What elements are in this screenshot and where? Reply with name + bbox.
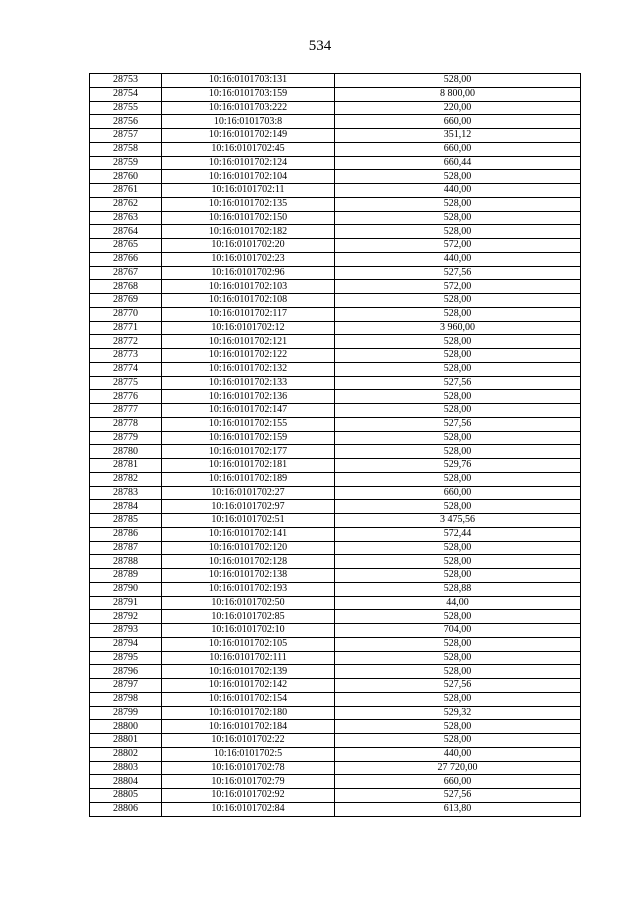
cadastral-number-cell: 10:16:0101702:193	[162, 582, 335, 596]
cadastral-number-cell: 10:16:0101702:51	[162, 514, 335, 528]
table-row	[90, 747, 581, 761]
value-cell: 529,32	[335, 706, 581, 720]
table-row	[90, 197, 581, 211]
cadastral-number-cell: 10:16:0101702:12	[162, 321, 335, 335]
table-row	[90, 459, 581, 473]
table-row	[90, 555, 581, 569]
table-row	[90, 307, 581, 321]
value-cell: 440,00	[335, 184, 581, 198]
cadastral-number-cell: 10:16:0101702:135	[162, 197, 335, 211]
value-cell: 527,56	[335, 679, 581, 693]
value-cell: 528,00	[335, 500, 581, 514]
table-row	[90, 445, 581, 459]
cadastral-number-cell: 10:16:0101702:27	[162, 486, 335, 500]
row-number-cell: 28785	[90, 514, 162, 528]
table-row	[90, 115, 581, 129]
cadastral-number-cell: 10:16:0101703:131	[162, 74, 335, 88]
table-row	[90, 569, 581, 583]
value-cell: 44,00	[335, 596, 581, 610]
table-row	[90, 362, 581, 376]
table-row	[90, 472, 581, 486]
value-cell: 3 475,56	[335, 514, 581, 528]
row-number-cell: 28762	[90, 197, 162, 211]
value-cell: 440,00	[335, 252, 581, 266]
value-cell: 351,12	[335, 129, 581, 143]
cadastral-number-cell: 10:16:0101702:184	[162, 720, 335, 734]
value-cell: 660,00	[335, 486, 581, 500]
table-row	[90, 734, 581, 748]
value-cell: 660,00	[335, 115, 581, 129]
table-row	[90, 761, 581, 775]
row-number-cell: 28776	[90, 390, 162, 404]
value-cell: 220,00	[335, 101, 581, 115]
table-row	[90, 266, 581, 280]
cadastral-number-cell: 10:16:0101702:141	[162, 527, 335, 541]
cadastral-number-cell: 10:16:0101702:142	[162, 679, 335, 693]
cadastral-number-cell: 10:16:0101702:122	[162, 349, 335, 363]
value-cell: 572,00	[335, 280, 581, 294]
value-cell: 528,00	[335, 637, 581, 651]
cadastral-number-cell: 10:16:0101702:108	[162, 294, 335, 308]
cadastral-number-cell: 10:16:0101702:154	[162, 692, 335, 706]
row-number-cell: 28791	[90, 596, 162, 610]
row-number-cell: 28760	[90, 170, 162, 184]
cadastral-number-cell: 10:16:0101702:104	[162, 170, 335, 184]
value-cell: 3 960,00	[335, 321, 581, 335]
value-cell: 613,80	[335, 802, 581, 816]
cadastral-number-cell: 10:16:0101702:133	[162, 376, 335, 390]
row-number-cell: 28780	[90, 445, 162, 459]
table-row	[90, 170, 581, 184]
row-number-cell: 28763	[90, 211, 162, 225]
value-cell: 528,00	[335, 720, 581, 734]
value-cell: 527,56	[335, 266, 581, 280]
row-number-cell: 28795	[90, 651, 162, 665]
value-cell: 27 720,00	[335, 761, 581, 775]
row-number-cell: 28756	[90, 115, 162, 129]
row-number-cell: 28767	[90, 266, 162, 280]
table-row	[90, 789, 581, 803]
table-row	[90, 101, 581, 115]
value-cell: 527,56	[335, 417, 581, 431]
cadastral-number-cell: 10:16:0101702:79	[162, 775, 335, 789]
table-row	[90, 252, 581, 266]
value-cell: 528,00	[335, 362, 581, 376]
cadastral-number-cell: 10:16:0101702:5	[162, 747, 335, 761]
row-number-cell: 28766	[90, 252, 162, 266]
cadastral-number-cell: 10:16:0101703:222	[162, 101, 335, 115]
row-number-cell: 28799	[90, 706, 162, 720]
value-cell: 572,00	[335, 239, 581, 253]
cadastral-number-cell: 10:16:0101702:78	[162, 761, 335, 775]
value-cell: 528,00	[335, 541, 581, 555]
value-cell: 528,00	[335, 390, 581, 404]
table-row	[90, 692, 581, 706]
row-number-cell: 28772	[90, 335, 162, 349]
row-number-cell: 28790	[90, 582, 162, 596]
cadastral-number-cell: 10:16:0101702:159	[162, 431, 335, 445]
table-row	[90, 541, 581, 555]
value-cell: 572,44	[335, 527, 581, 541]
table-row	[90, 624, 581, 638]
cadastral-number-cell: 10:16:0101702:189	[162, 472, 335, 486]
cadastral-number-cell: 10:16:0101702:132	[162, 362, 335, 376]
row-number-cell: 28755	[90, 101, 162, 115]
table-row	[90, 294, 581, 308]
cadastral-number-cell: 10:16:0101702:117	[162, 307, 335, 321]
cadastral-number-cell: 10:16:0101702:103	[162, 280, 335, 294]
cadastral-number-cell: 10:16:0101702:111	[162, 651, 335, 665]
value-cell: 528,00	[335, 431, 581, 445]
value-cell: 528,00	[335, 445, 581, 459]
value-cell: 527,56	[335, 376, 581, 390]
table-row	[90, 404, 581, 418]
value-cell: 528,00	[335, 349, 581, 363]
row-number-cell: 28759	[90, 156, 162, 170]
row-number-cell: 28806	[90, 802, 162, 816]
cadastral-number-cell: 10:16:0101702:96	[162, 266, 335, 280]
row-number-cell: 28786	[90, 527, 162, 541]
value-cell: 528,00	[335, 610, 581, 624]
table-row	[90, 486, 581, 500]
row-number-cell: 28804	[90, 775, 162, 789]
value-cell: 528,88	[335, 582, 581, 596]
cadastral-number-cell: 10:16:0101702:139	[162, 665, 335, 679]
row-number-cell: 28794	[90, 637, 162, 651]
value-cell: 528,00	[335, 294, 581, 308]
row-number-cell: 28773	[90, 349, 162, 363]
cadastral-number-cell: 10:16:0101702:150	[162, 211, 335, 225]
table-row	[90, 610, 581, 624]
row-number-cell: 28765	[90, 239, 162, 253]
value-cell: 528,00	[335, 74, 581, 88]
row-number-cell: 28775	[90, 376, 162, 390]
value-cell: 528,00	[335, 211, 581, 225]
value-cell: 660,00	[335, 142, 581, 156]
cadastral-number-cell: 10:16:0101702:138	[162, 569, 335, 583]
row-number-cell: 28789	[90, 569, 162, 583]
row-number-cell: 28797	[90, 679, 162, 693]
row-number-cell: 28769	[90, 294, 162, 308]
value-cell: 528,00	[335, 692, 581, 706]
cadastral-number-cell: 10:16:0101702:10	[162, 624, 335, 638]
row-number-cell: 28782	[90, 472, 162, 486]
registry-table	[89, 73, 581, 817]
row-number-cell: 28788	[90, 555, 162, 569]
row-number-cell: 28777	[90, 404, 162, 418]
row-number-cell: 28805	[90, 789, 162, 803]
table-row	[90, 184, 581, 198]
table-row	[90, 349, 581, 363]
table-row	[90, 651, 581, 665]
row-number-cell: 28784	[90, 500, 162, 514]
value-cell: 528,00	[335, 555, 581, 569]
value-cell: 704,00	[335, 624, 581, 638]
cadastral-number-cell: 10:16:0101702:120	[162, 541, 335, 555]
row-number-cell: 28774	[90, 362, 162, 376]
value-cell: 528,00	[335, 651, 581, 665]
row-number-cell: 28768	[90, 280, 162, 294]
cadastral-number-cell: 10:16:0101702:92	[162, 789, 335, 803]
table-row	[90, 720, 581, 734]
row-number-cell: 28778	[90, 417, 162, 431]
cadastral-number-cell: 10:16:0101702:50	[162, 596, 335, 610]
table-row	[90, 239, 581, 253]
cadastral-number-cell: 10:16:0101702:85	[162, 610, 335, 624]
row-number-cell: 28771	[90, 321, 162, 335]
row-number-cell: 28792	[90, 610, 162, 624]
table-row	[90, 335, 581, 349]
row-number-cell: 28761	[90, 184, 162, 198]
value-cell: 528,00	[335, 569, 581, 583]
row-number-cell: 28798	[90, 692, 162, 706]
cadastral-number-cell: 10:16:0101702:23	[162, 252, 335, 266]
value-cell: 528,00	[335, 170, 581, 184]
cadastral-number-cell: 10:16:0101702:11	[162, 184, 335, 198]
table-row	[90, 87, 581, 101]
registry-table-body	[90, 74, 581, 817]
value-cell: 440,00	[335, 747, 581, 761]
row-number-cell: 28779	[90, 431, 162, 445]
row-number-cell: 28800	[90, 720, 162, 734]
row-number-cell: 28783	[90, 486, 162, 500]
table-row	[90, 679, 581, 693]
table-row	[90, 390, 581, 404]
table-row	[90, 582, 581, 596]
table-row	[90, 74, 581, 88]
table-row	[90, 280, 581, 294]
cadastral-number-cell: 10:16:0101702:181	[162, 459, 335, 473]
table-row	[90, 665, 581, 679]
value-cell: 528,00	[335, 404, 581, 418]
cadastral-number-cell: 10:16:0101702:97	[162, 500, 335, 514]
value-cell: 528,00	[335, 197, 581, 211]
table-row	[90, 129, 581, 143]
cadastral-number-cell: 10:16:0101702:45	[162, 142, 335, 156]
row-number-cell: 28796	[90, 665, 162, 679]
row-number-cell: 28803	[90, 761, 162, 775]
value-cell: 529,76	[335, 459, 581, 473]
table-row	[90, 637, 581, 651]
value-cell: 528,00	[335, 335, 581, 349]
table-row	[90, 321, 581, 335]
value-cell: 8 800,00	[335, 87, 581, 101]
value-cell: 528,00	[335, 225, 581, 239]
table-row	[90, 775, 581, 789]
row-number-cell: 28754	[90, 87, 162, 101]
cadastral-number-cell: 10:16:0101702:155	[162, 417, 335, 431]
cadastral-number-cell: 10:16:0101702:177	[162, 445, 335, 459]
cadastral-number-cell: 10:16:0101702:121	[162, 335, 335, 349]
table-row	[90, 500, 581, 514]
row-number-cell: 28764	[90, 225, 162, 239]
value-cell: 528,00	[335, 665, 581, 679]
value-cell: 527,56	[335, 789, 581, 803]
cadastral-number-cell: 10:16:0101702:124	[162, 156, 335, 170]
table-row	[90, 156, 581, 170]
cadastral-number-cell: 10:16:0101702:20	[162, 239, 335, 253]
row-number-cell: 28793	[90, 624, 162, 638]
table-row	[90, 596, 581, 610]
cadastral-number-cell: 10:16:0101702:149	[162, 129, 335, 143]
row-number-cell: 28802	[90, 747, 162, 761]
row-number-cell: 28758	[90, 142, 162, 156]
cadastral-number-cell: 10:16:0101702:128	[162, 555, 335, 569]
value-cell: 660,00	[335, 775, 581, 789]
table-row	[90, 225, 581, 239]
cadastral-number-cell: 10:16:0101702:136	[162, 390, 335, 404]
table-row	[90, 142, 581, 156]
value-cell: 528,00	[335, 307, 581, 321]
table-row	[90, 211, 581, 225]
value-cell: 528,00	[335, 472, 581, 486]
cadastral-number-cell: 10:16:0101702:22	[162, 734, 335, 748]
row-number-cell: 28757	[90, 129, 162, 143]
cadastral-number-cell: 10:16:0101703:8	[162, 115, 335, 129]
table-row	[90, 527, 581, 541]
cadastral-number-cell: 10:16:0101702:182	[162, 225, 335, 239]
cadastral-number-cell: 10:16:0101702:105	[162, 637, 335, 651]
row-number-cell: 28801	[90, 734, 162, 748]
row-number-cell: 28787	[90, 541, 162, 555]
value-cell: 528,00	[335, 734, 581, 748]
table-row	[90, 376, 581, 390]
row-number-cell: 28770	[90, 307, 162, 321]
cadastral-number-cell: 10:16:0101703:159	[162, 87, 335, 101]
table-row	[90, 431, 581, 445]
cadastral-number-cell: 10:16:0101702:180	[162, 706, 335, 720]
cadastral-number-cell: 10:16:0101702:84	[162, 802, 335, 816]
table-row	[90, 417, 581, 431]
table-row	[90, 706, 581, 720]
table-row	[90, 514, 581, 528]
page-number: 534	[308, 38, 332, 54]
value-cell: 660,44	[335, 156, 581, 170]
cadastral-number-cell: 10:16:0101702:147	[162, 404, 335, 418]
table-row	[90, 802, 581, 816]
row-number-cell: 28753	[90, 74, 162, 88]
row-number-cell: 28781	[90, 459, 162, 473]
